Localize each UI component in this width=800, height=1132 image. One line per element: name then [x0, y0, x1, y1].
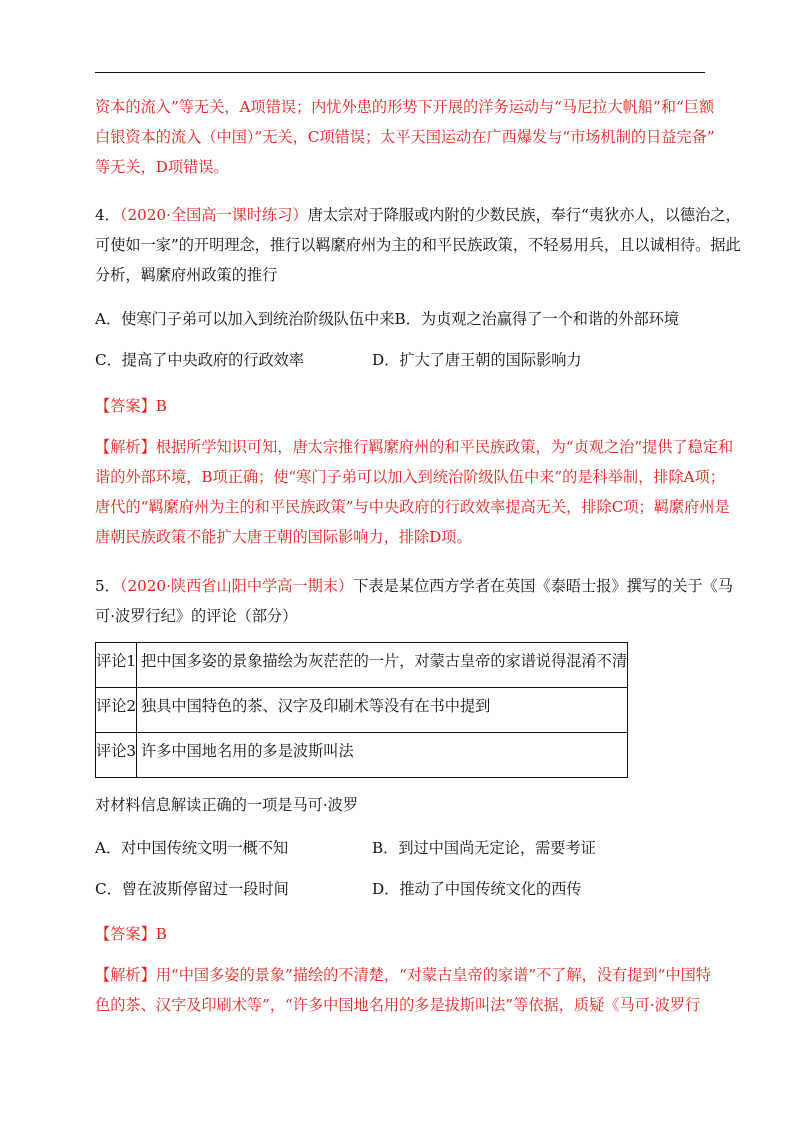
comment-key: 评论2	[96, 688, 137, 733]
question-source: （2020·陕西省山阳中学高一期末）	[119, 577, 354, 595]
analysis-line: 【解析】用“中国多姿的景象”描绘的不清楚，“对蒙古皇帝的家谱”不了解，没有提到“中国特	[95, 966, 711, 984]
comment-key: 评论1	[96, 643, 137, 688]
q5-option-d: D．推动了中国传统文化的西传	[372, 880, 582, 898]
analysis-line: 谐的外部环境，B项正确；使“寒门子弟可以加入到统治阶级队伍中来”的是科举制，排除A项；	[95, 468, 725, 486]
analysis-line: 等无关，D项错误。	[95, 158, 229, 176]
stem-text: 下表是某位西方学者在英国《泰晤士报》撰写的关于《马	[353, 577, 733, 595]
analysis-line: 白银资本的流入（中国）”无关，C项错误；太平天国运动在广西爆发与“市场机制的日益完备”	[95, 128, 715, 146]
question-4-first-line	[95, 200, 741, 230]
q5-option-b: B．到过中国尚无定论，需要考证	[372, 839, 596, 857]
question-source: （2020·全国高一课时练习）	[119, 206, 308, 224]
analysis-line: 色的茶、汉字及印刷术等”，“许多中国地名用的多是拔斯叫法”等依据，质疑《马可·波罗行	[95, 996, 701, 1014]
q4-option-c: C．提高了中央政府的行政效率	[95, 351, 305, 369]
question-number: 5．	[95, 577, 120, 595]
analysis-line: 唐朝民族政策不能扩大唐王朝的国际影响力，排除D项。	[95, 528, 472, 546]
question-5-first-line	[95, 571, 733, 601]
question-number: 4．	[95, 206, 120, 224]
q4-options-ab: A．使寒门子弟可以加入到统治阶级队伍中来B．为贞观之治赢得了一个和谐的外部环境	[95, 310, 680, 328]
q5-question: 对材料信息解读正确的一项是马可·波罗	[95, 796, 359, 814]
comment-value: 许多中国地名用的多是波斯叫法	[137, 733, 628, 778]
question-5-stem	[95, 571, 733, 631]
comment-value: 把中国多姿的景象描绘为灰茫茫的一片，对蒙古皇帝的家谱说得混淆不清	[137, 643, 628, 688]
comment-key: 评论3	[96, 733, 137, 778]
comment-value: 独具中国特色的茶、汉字及印刷术等没有在书中提到	[137, 688, 628, 733]
q5-analysis	[95, 960, 711, 1020]
table-row	[96, 643, 628, 688]
analysis-line: 唐代的“羁縻府州为主的和平民族政策”与中央政府的行政效率提高无关，排除C项；羁縻府州是	[95, 498, 730, 516]
q5-option-a: A．对中国传统文明一概不知	[95, 839, 289, 857]
stem-line: 可使如一家”的开明理念，推行以羁縻府州为主的和平民族政策，不轻易用兵，且以诚相待。据此	[95, 236, 741, 254]
prev-analysis	[95, 92, 715, 182]
analysis-line: 【解析】根据所学知识可知，唐太宗推行羁縻府州的和平民族政策，为“贞观之治”提供了稳定和	[95, 438, 734, 456]
stem-line: 可·波罗行纪》的评论（部分）	[95, 607, 298, 625]
q4-answer: 【答案】B	[95, 397, 167, 415]
q4-analysis	[95, 432, 734, 552]
q5-option-c: C．曾在波斯停留过一段时间	[95, 880, 289, 898]
analysis-line: 资本的流入”等无关，A项错误；内忧外患的形势下开展的洋务运动与“马尼拉大帆船”和“巨额	[95, 98, 715, 116]
q5-answer: 【答案】B	[95, 925, 167, 943]
table-row	[96, 733, 628, 778]
comment-table	[95, 642, 628, 778]
stem-text: 唐太宗对于降服或内附的少数民族，奉行“夷狄亦人，以德治之，	[307, 206, 741, 224]
question-4-stem	[95, 200, 741, 290]
q4-option-d: D．扩大了唐王朝的国际影响力	[372, 351, 582, 369]
stem-line: 分析，羁縻府州政策的推行	[95, 266, 278, 284]
header-rule	[95, 72, 705, 73]
table-row	[96, 688, 628, 733]
